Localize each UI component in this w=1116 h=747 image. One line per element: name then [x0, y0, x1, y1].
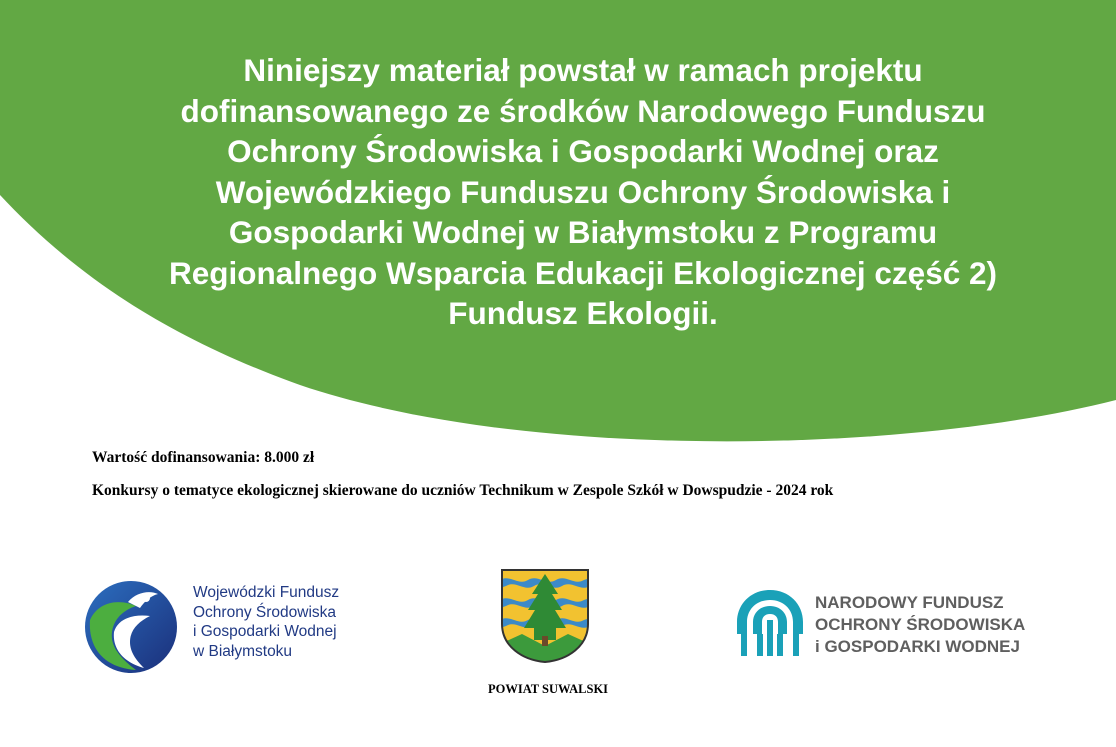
wfos-text-line: Ochrony Środowiska	[193, 603, 337, 621]
headline-line: dofinansowanego ze środków Narodowego Funduszu	[180, 92, 986, 129]
wfos-text-line: i Gospodarki Wodnej	[193, 623, 337, 640]
wfos-logo-icon	[84, 580, 178, 674]
headline-line: Ochrony Środowiska i Gospodarki Wodnej oraz	[227, 133, 939, 169]
wfos-text-line: w Białymstoku	[193, 642, 293, 660]
nfos-text-line: OCHRONY ŚRODOWISKA	[815, 615, 1026, 634]
headline-line: Regionalnego Wsparcia Edukacji Ekologicznej część 2)	[169, 254, 997, 291]
headline-line: Niniejszy materiał powstał w ramach projektu	[243, 52, 923, 88]
coat-of-arms-icon	[500, 568, 590, 664]
nfos-text-line: i GOSPODARKI WODNEJ	[815, 637, 1020, 656]
headline-line: Gospodarki Wodnej w Białymstoku z Programu	[228, 214, 938, 250]
nfos-logo-text	[815, 592, 1025, 658]
wfos-text-line: Wojewódzki Fundusz	[193, 584, 340, 601]
funding-value: Wartość dofinansowania: 8.000 zł	[92, 449, 315, 466]
nfos-text-line: NARODOWY FUNDUSZ	[815, 593, 1004, 612]
project-description: Konkursy o tematyce ekologicznej skierowane do uczniów Technikum w Zespole Szkół w Dowspudzie - 2024 rok	[92, 482, 834, 499]
headline-line: Fundusz Ekologii.	[448, 295, 718, 331]
headline-line: Wojewódzkiego Funduszu Ochrony Środowiska i	[215, 173, 951, 210]
headline	[100, 50, 1066, 334]
powiat-caption: POWIAT SUWALSKI	[487, 682, 609, 696]
nfos-logo-icon	[735, 586, 805, 658]
wfos-logo-text	[193, 583, 339, 661]
